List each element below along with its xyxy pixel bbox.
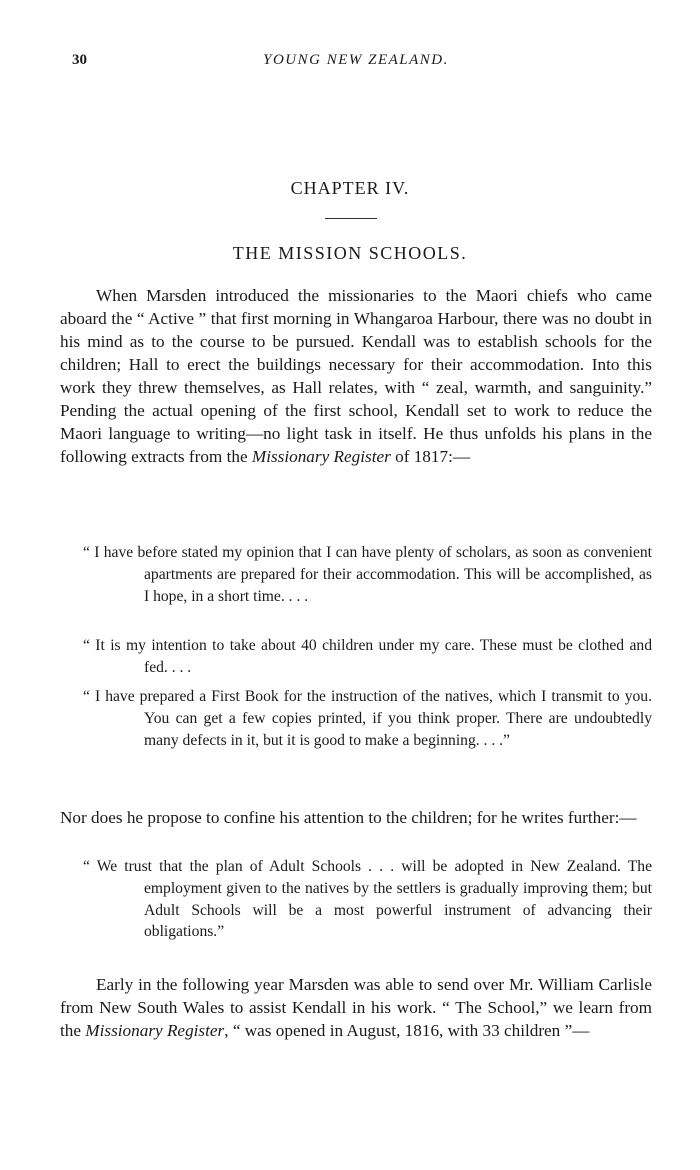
quote-4: “ We trust that the plan of Adult Schools . . . will be adopted in New Zealand. The employment given to the natives by the settlers is gradually improving them; but Adult Schools will be a most powerful instrument of advancing their obligations.”	[83, 858, 652, 941]
paragraph-1-text-a: When Marsden introduced the missionaries to the Maori chiefs who came aboard the “ Active ” that first morning in Whangaroa Harbour, there was no doubt in his mind as to the course to be pursued. Kendall was to establish schools for the children; Hall to erect the buildings necessary for their accommodation. Into this work they threw themselves, as Hall relates, with “ zeal, warmth, and sanguinity.” Pending the actual opening of the first school, Kendall set to work to reduce the Maori language to writing—no light task in itself. He thus unfolds his plans in the following extracts from the	[60, 286, 652, 466]
page-number: 30	[72, 52, 87, 68]
quote-3: “ I have prepared a First Book for the instruction of the natives, which I transmit to you. You can get a few copies printed, if you think proper. There are undoubtedly many defects in it, but it is good to make a beginning. . . .”	[83, 688, 652, 749]
quote-1: “ I have before stated my opinion that I can have plenty of scholars, as soon as convenient apartments are prepared for their accommodation. This will be accomplished, as I hope, in a short time. . . .	[83, 544, 652, 605]
paragraph-1	[60, 284, 652, 468]
paragraph-3-text-a: Early in the following year Marsden was able to send over Mr. William Carlisle from New South Wales to assist Kendall in his work. “ The School,” we learn from the	[60, 975, 652, 1040]
running-head	[60, 52, 652, 72]
chapter-title: THE MISSION SCHOOLS.	[232, 243, 468, 263]
paragraph-3	[60, 973, 652, 1042]
paragraph-3-italic: Missionary Register	[85, 1021, 225, 1040]
chapter-number: CHAPTER IV.	[290, 178, 410, 198]
paragraph-1-text-b: of 1817:—	[390, 447, 471, 466]
paragraph-3-text-b: , “ was opened in August, 1816, with 33 children ”—	[224, 1021, 590, 1040]
paragraph-2: Nor does he propose to confine his attention to the children; for he writes further:—	[60, 808, 637, 827]
paragraph-1-italic: Missionary Register	[251, 447, 391, 466]
chapter-divider	[325, 218, 377, 219]
quote-2: “ It is my intention to take about 40 children under my care. These must be clothed and fed. . . .	[83, 637, 652, 676]
running-title: YOUNG NEW ZEALAND.	[263, 52, 449, 68]
